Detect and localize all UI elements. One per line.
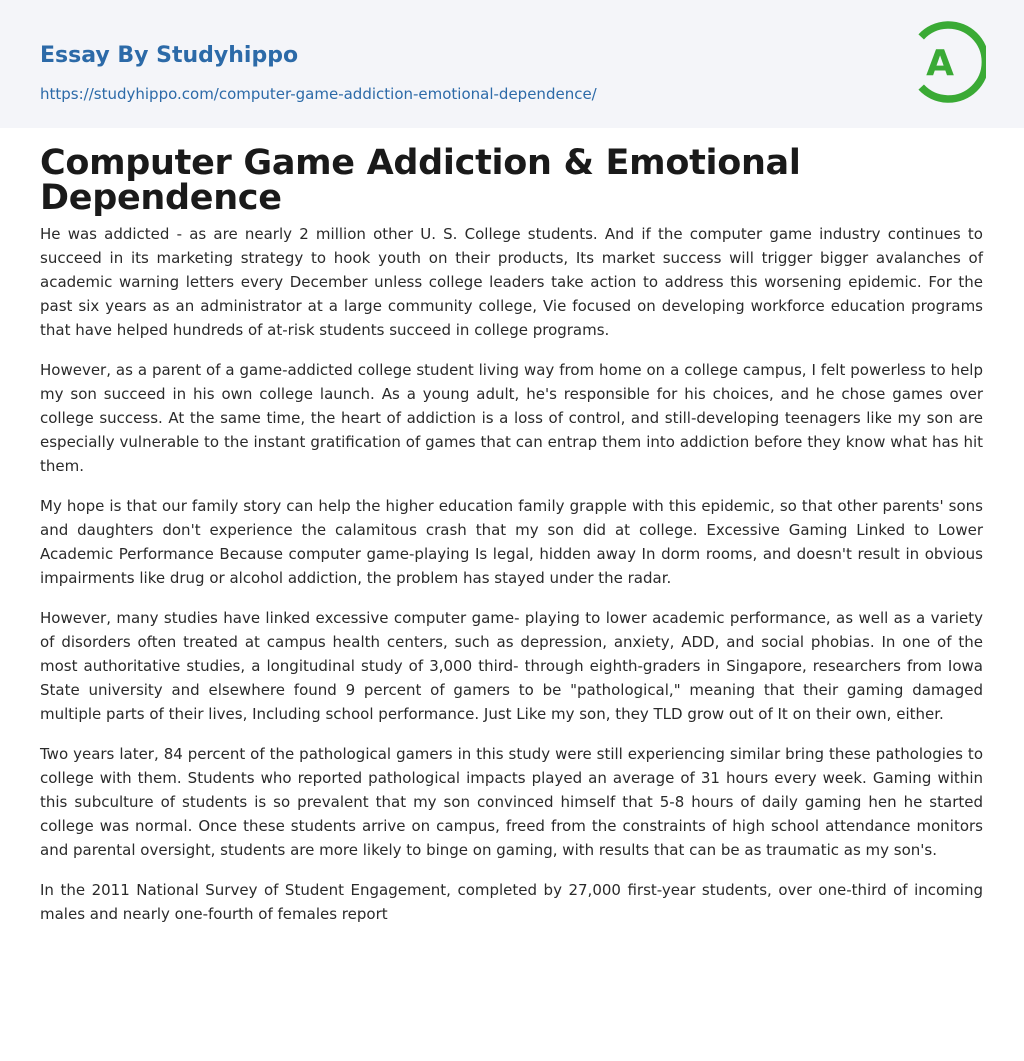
article-paragraph: In the 2011 National Survey of Student Engagement, completed by 27,000 first-year students, over one-third of incoming males and nearly one-fourth of females report: [40, 881, 983, 923]
site-header: [0, 0, 1024, 128]
article-title: Computer Game Addiction & Emotional Dependence: [40, 143, 801, 218]
article-paragraph: My hope is that our family story can help the higher education family grapple with this epidemic, so that other parents' sons and daughters don't experience the calamitous crash that my son did at college. Excessive Gaming Linked to Lower Academic Performance Because computer game-playing Is legal, hidden away In dorm rooms, and doesn't result in obvious impairments like drug or alcohol addiction, the problem has stayed under the radar.: [40, 497, 983, 587]
logo-letter: A: [926, 43, 954, 84]
article-paragraph: However, many studies have linked excessive computer game- playing to lower academic performance, as well as a variety of disorders often treated at campus health centers, such as depression, anxiety, ADD, and social phobias. In one of the most authoritative studies, a longitudinal study of 3,000 third- through eighth-graders in Singapore, researchers from Iowa State university and elsewhere found 9 percent of gamers to be "pathological," meaning that their gaming damaged multiple parts of their lives, Including school performance. Just Like my son, they TLD grow out of It on their own, either.: [40, 609, 983, 723]
article-paragraph: Two years later, 84 percent of the pathological gamers in this study were still experiencing similar bring these pathologies to college with them. Students who reported pathological impacts played an average of 31 hours every week. Gaming within this subculture of students is so prevalent that my son convinced himself that 5-8 hours of daily gaming hen he started college was normal. Once these students arrive on campus, freed from the constraints of high school attendance monitors and parental oversight, students are more likely to binge on gaming, with results that can be as traumatic as my son's.: [40, 745, 983, 859]
studyhippo-logo-icon[interactable]: [912, 19, 986, 105]
article-paragraph: He was addicted - as are nearly 2 million other U. S. College students. And if the computer game industry continues to succeed in its marketing strategy to hook youth on their products, Its market success will trigger bigger avalanches of academic warning letters every December unless college leaders take action to address this worsening epidemic. For the past six years as an administrator at a large community college, Vie focused on developing workforce education programs that have helped hundreds of at-risk students succeed in college programs.: [40, 225, 983, 339]
page-url-link[interactable]: https://studyhippo.com/computer-game-addiction-emotional-dependence/: [40, 85, 597, 103]
article: [40, 143, 983, 942]
site-title[interactable]: Essay By Studyhippo: [40, 43, 299, 68]
article-paragraph: However, as a parent of a game-addicted college student living way from home on a college campus, I felt powerless to help my son succeed in his own college launch. As a young adult, he's responsible for his choices, and he chose games over college success. At the same time, the heart of addiction is a loss of control, and still-developing teenagers like my son are especially vulnerable to the instant gratification of games that can entrap them into addiction before they know what has hit them.: [40, 361, 983, 475]
